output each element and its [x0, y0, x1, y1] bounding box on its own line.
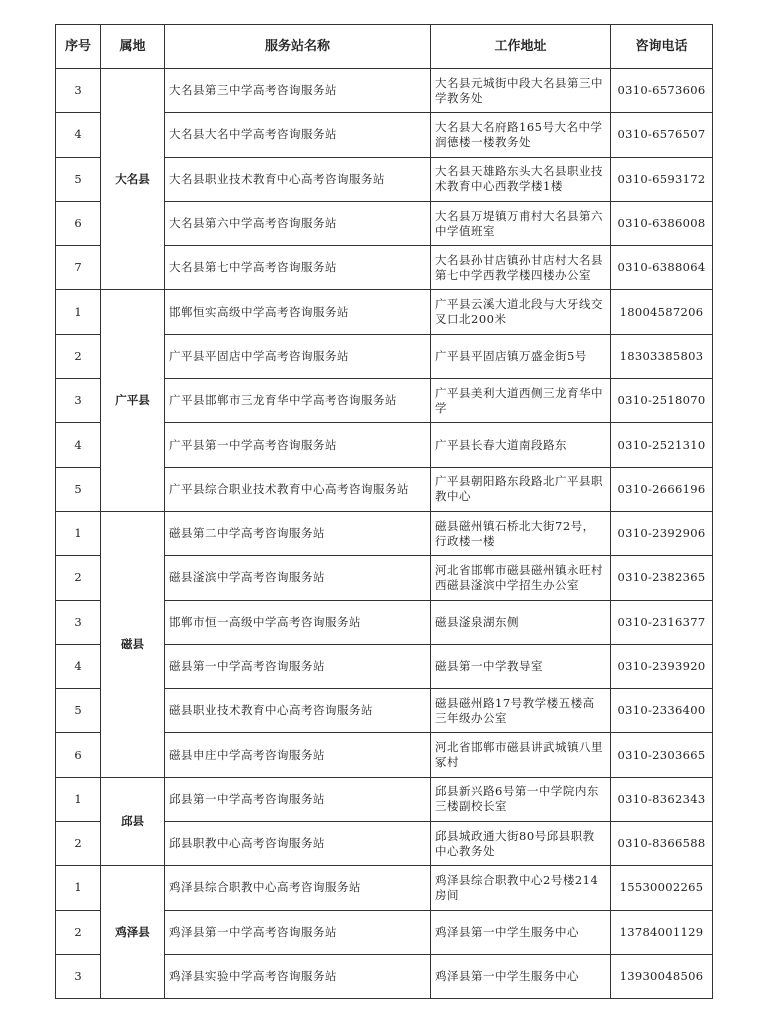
station-name: 邯郸市恒一高级中学高考咨询服务站: [165, 600, 431, 644]
station-phone: 0310-2336400: [611, 689, 713, 733]
header-row: [56, 25, 713, 69]
county-cell: 鸡泽县: [101, 866, 165, 999]
station-name: 磁县第一中学高考咨询服务站: [165, 644, 431, 688]
station-name: 磁县申庄中学高考咨询服务站: [165, 733, 431, 777]
station-phone: 0310-6573606: [611, 69, 713, 113]
station-address: 广平县美利大道西侧三龙育华中学: [431, 379, 611, 423]
row-number: 3: [56, 69, 101, 113]
station-phone: 0310-2303665: [611, 733, 713, 777]
row-number: 3: [56, 379, 101, 423]
station-address: 大名县大名府路165号大名中学润德楼一楼教务处: [431, 113, 611, 157]
table-row: [56, 511, 713, 555]
row-number: 3: [56, 954, 101, 998]
row-number: 6: [56, 733, 101, 777]
station-phone: 13930048506: [611, 954, 713, 998]
station-name: 广平县邯郸市三龙育华中学高考咨询服务站: [165, 379, 431, 423]
station-name: 广平县第一中学高考咨询服务站: [165, 423, 431, 467]
station-address: 广平县长春大道南段路东: [431, 423, 611, 467]
station-name: 大名县第七中学高考咨询服务站: [165, 246, 431, 290]
station-name: 磁县滏滨中学高考咨询服务站: [165, 556, 431, 600]
station-phone: 0310-6388064: [611, 246, 713, 290]
row-number: 5: [56, 157, 101, 201]
station-name: 鸡泽县第一中学高考咨询服务站: [165, 910, 431, 954]
county-cell: 磁县: [101, 511, 165, 777]
station-address: 广平县朝阳路东段路北广平县职教中心: [431, 467, 611, 511]
station-phone: 0310-2382365: [611, 556, 713, 600]
table-row: [56, 866, 713, 910]
station-phone: 0310-2521310: [611, 423, 713, 467]
station-name: 广平县综合职业技术教育中心高考咨询服务站: [165, 467, 431, 511]
header-county: 属地: [101, 25, 165, 69]
county-cell: 邱县: [101, 777, 165, 866]
station-phone: 0310-2316377: [611, 600, 713, 644]
station-name: 邱县职教中心高考咨询服务站: [165, 822, 431, 866]
consult-station-table: [55, 24, 713, 999]
station-phone: 0310-2392906: [611, 511, 713, 555]
station-name: 广平县平固店中学高考咨询服务站: [165, 334, 431, 378]
station-address: 大名县孙甘店镇孙甘店村大名县第七中学西教学楼四楼办公室: [431, 246, 611, 290]
row-number: 5: [56, 689, 101, 733]
row-number: 2: [56, 822, 101, 866]
row-number: 4: [56, 423, 101, 467]
row-number: 3: [56, 600, 101, 644]
station-phone: 18303385803: [611, 334, 713, 378]
row-number: 1: [56, 511, 101, 555]
table-row: [56, 69, 713, 113]
station-name: 大名县大名中学高考咨询服务站: [165, 113, 431, 157]
station-name: 大名县第六中学高考咨询服务站: [165, 201, 431, 245]
station-address: 磁县磁州路17号教学楼五楼高三年级办公室: [431, 689, 611, 733]
station-phone: 0310-8362343: [611, 777, 713, 821]
station-address: 邱县城政通大街80号邱县职教中心教务处: [431, 822, 611, 866]
station-phone: 13784001129: [611, 910, 713, 954]
station-phone: 15530002265: [611, 866, 713, 910]
station-address: 河北省邯郸市磁县磁州镇永旺村西磁县滏滨中学招生办公室: [431, 556, 611, 600]
row-number: 1: [56, 866, 101, 910]
header-address: 工作地址: [431, 25, 611, 69]
station-phone: 0310-6576507: [611, 113, 713, 157]
station-name: 大名县职业技术教育中心高考咨询服务站: [165, 157, 431, 201]
county-cell: 广平县: [101, 290, 165, 511]
station-address: 磁县第一中学教导室: [431, 644, 611, 688]
station-address: 大名县元城街中段大名县第三中学教务处: [431, 69, 611, 113]
station-address: 鸡泽县第一中学生服务中心: [431, 954, 611, 998]
station-phone: 0310-2518070: [611, 379, 713, 423]
station-address: 磁县滏泉湖东侧: [431, 600, 611, 644]
station-address: 河北省邯郸市磁县讲武城镇八里冢村: [431, 733, 611, 777]
row-number: 2: [56, 910, 101, 954]
station-name: 鸡泽县综合职教中心高考咨询服务站: [165, 866, 431, 910]
row-number: 7: [56, 246, 101, 290]
station-name: 鸡泽县实验中学高考咨询服务站: [165, 954, 431, 998]
row-number: 1: [56, 290, 101, 334]
station-phone: 0310-2393920: [611, 644, 713, 688]
row-number: 2: [56, 334, 101, 378]
station-address: 大名县天雄路东头大名县职业技术教育中心西教学楼1楼: [431, 157, 611, 201]
station-address: 鸡泽县第一中学生服务中心: [431, 910, 611, 954]
row-number: 2: [56, 556, 101, 600]
station-address: 广平县云溪大道北段与大牙线交叉口北200米: [431, 290, 611, 334]
station-name: 磁县职业技术教育中心高考咨询服务站: [165, 689, 431, 733]
station-address: 广平县平固店镇万盛金街5号: [431, 334, 611, 378]
station-address: 大名县万堤镇万甫村大名县第六中学值班室: [431, 201, 611, 245]
station-phone: 18004587206: [611, 290, 713, 334]
station-phone: 0310-6386008: [611, 201, 713, 245]
header-no: 序号: [56, 25, 101, 69]
station-name: 邱县第一中学高考咨询服务站: [165, 777, 431, 821]
station-address: 鸡泽县综合职教中心2号楼214房间: [431, 866, 611, 910]
row-number: 1: [56, 777, 101, 821]
table-row: [56, 290, 713, 334]
station-name: 大名县第三中学高考咨询服务站: [165, 69, 431, 113]
station-address: 磁县磁州镇石桥北大街72号，行政楼一楼: [431, 511, 611, 555]
table-row: [56, 777, 713, 821]
row-number: 6: [56, 201, 101, 245]
header-phone: 咨询电话: [611, 25, 713, 69]
county-cell: 大名县: [101, 69, 165, 290]
row-number: 4: [56, 113, 101, 157]
row-number: 5: [56, 467, 101, 511]
station-phone: 0310-6593172: [611, 157, 713, 201]
station-name: 邯郸恒实高级中学高考咨询服务站: [165, 290, 431, 334]
station-address: 邱县新兴路6号第一中学院内东三楼副校长室: [431, 777, 611, 821]
table-body: [56, 69, 713, 999]
station-name: 磁县第二中学高考咨询服务站: [165, 511, 431, 555]
row-number: 4: [56, 644, 101, 688]
station-phone: 0310-8366588: [611, 822, 713, 866]
station-phone: 0310-2666196: [611, 467, 713, 511]
header-station: 服务站名称: [165, 25, 431, 69]
